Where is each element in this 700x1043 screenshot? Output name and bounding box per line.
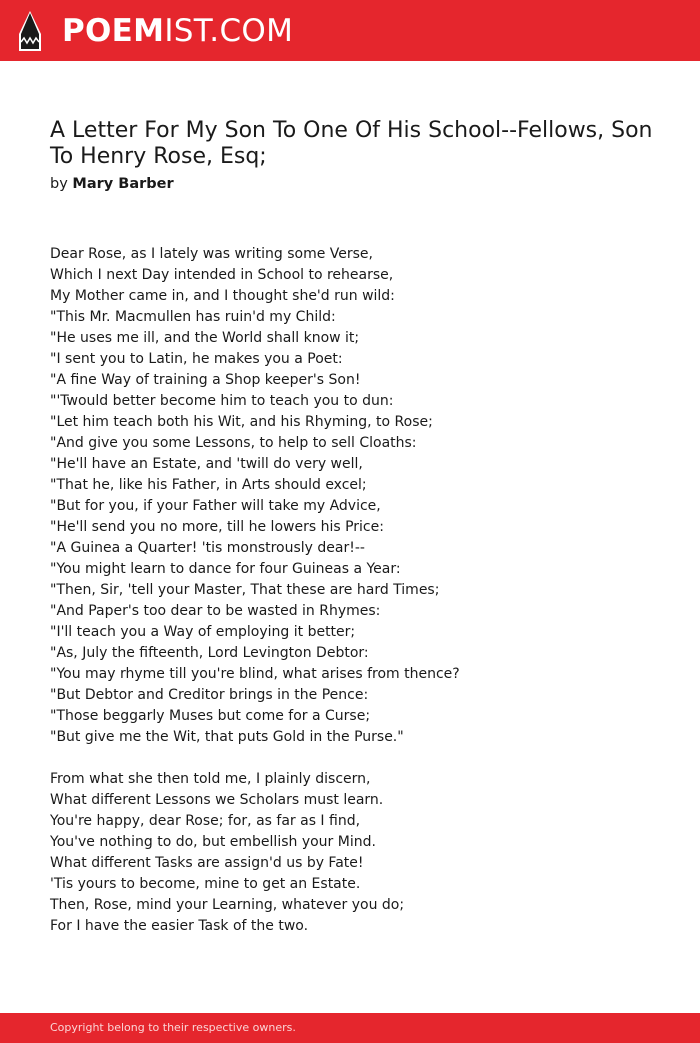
poem-line: "He'll send you no more, till he lowers his Price: xyxy=(50,519,384,535)
stanza-break xyxy=(50,748,670,769)
poem-line: "A Guinea a Quarter! 'tis monstrously dear!-- xyxy=(50,540,365,556)
poem-line: "You may rhyme till you're blind, what arises from thence? xyxy=(50,666,460,682)
poem-line: "As, July the fifteenth, Lord Levington Debtor: xyxy=(50,645,369,661)
stanza xyxy=(50,244,670,748)
stanza xyxy=(50,769,670,937)
poem-body xyxy=(50,244,670,937)
poem-line: "You might learn to dance for four Guineas a Year: xyxy=(50,561,401,577)
poem-line: Which I next Day intended in School to rehearse, xyxy=(50,267,394,283)
poem-line: From what she then told me, I plainly discern, xyxy=(50,771,371,787)
poem-title: A Letter For My Son To One Of His School--Fellows, Son To Henry Rose, Esq; xyxy=(50,118,653,169)
poem-line: "And Paper's too dear to be wasted in Rhymes: xyxy=(50,603,381,619)
site-footer xyxy=(0,1013,700,1043)
poem-line: My Mother came in, and I thought she'd run wild: xyxy=(50,288,395,304)
poem-line: "But Debtor and Creditor brings in the Pence: xyxy=(50,687,369,703)
poem-line: What different Lessons we Scholars must learn. xyxy=(50,792,384,808)
byline xyxy=(50,174,174,194)
site-logo[interactable] xyxy=(62,12,293,50)
author-name[interactable]: Mary Barber xyxy=(72,176,174,192)
brand-thin-text: IST.COM xyxy=(164,13,294,49)
poem-line: "A fine Way of training a Shop keeper's Son! xyxy=(50,372,361,388)
poem-line: "That he, like his Father, in Arts should excel; xyxy=(50,477,367,493)
poem-line: Dear Rose, as I lately was writing some Verse, xyxy=(50,246,373,262)
poem-line: You've nothing to do, but embellish your Mind. xyxy=(50,834,376,850)
brand-bold-text: POEM xyxy=(62,13,165,49)
copyright-notice: Copyright belong to their respective owners. xyxy=(50,1021,296,1034)
poem-line: "He uses me ill, and the World shall know it; xyxy=(50,330,360,346)
byline-prefix: by xyxy=(50,176,68,192)
poem-line: Then, Rose, mind your Learning, whatever you do; xyxy=(50,897,405,913)
poem-line: For I have the easier Task of the two. xyxy=(50,918,309,934)
poem-line: "'Twould better become him to teach you to dun: xyxy=(50,393,394,409)
site-header xyxy=(0,0,700,61)
poem-line: "This Mr. Macmullen has ruin'd my Child: xyxy=(50,309,336,325)
poem-line: "I sent you to Latin, he makes you a Poet: xyxy=(50,351,343,367)
poem-line: "Those beggarly Muses but come for a Curse; xyxy=(50,708,371,724)
poem-line: "And give you some Lessons, to help to sell Cloaths: xyxy=(50,435,417,451)
poem-line: You're happy, dear Rose; for, as far as I find, xyxy=(50,813,361,829)
poem-line: 'Tis yours to become, mine to get an Estate. xyxy=(50,876,361,892)
poem-line: What different Tasks are assign'd us by Fate! xyxy=(50,855,364,871)
poem-line: "But give me the Wit, that puts Gold in the Purse." xyxy=(50,729,404,745)
pen-nib-icon[interactable] xyxy=(18,10,42,52)
poem-line: "He'll have an Estate, and 'twill do very well, xyxy=(50,456,363,472)
poem-line: "But for you, if your Father will take my Advice, xyxy=(50,498,381,514)
poem-line: "Let him teach both his Wit, and his Rhyming, to Rose; xyxy=(50,414,433,430)
poem-line: "Then, Sir, 'tell your Master, That these are hard Times; xyxy=(50,582,440,598)
poem-line: "I'll teach you a Way of employing it better; xyxy=(50,624,356,640)
